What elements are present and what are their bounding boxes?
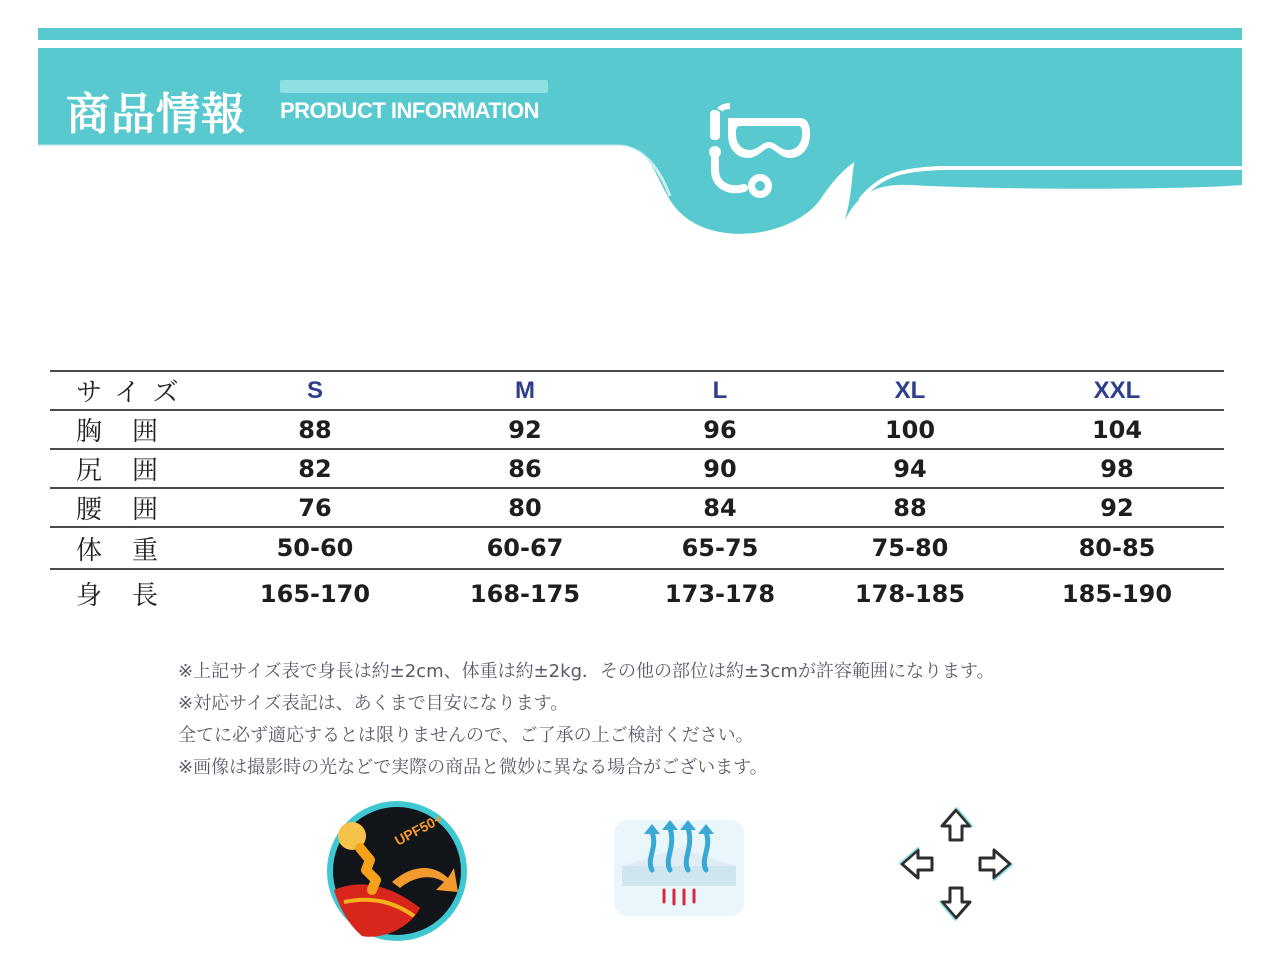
table-cell: 75-80 <box>810 527 1010 569</box>
table-cell: 90 <box>630 449 810 488</box>
row-label-height: 身 長 <box>76 581 161 611</box>
row-label-weight: 体 重 <box>50 527 210 569</box>
table-cell: 104 <box>1010 410 1224 449</box>
table-cell: 92 <box>420 410 630 449</box>
size-notes <box>178 656 1178 784</box>
table-cell: 50-60 <box>210 527 420 569</box>
size-table <box>50 370 1224 617</box>
table-cell: 65-75 <box>630 527 810 569</box>
row-label-hip: 尻 囲 <box>50 449 210 488</box>
size-l: L <box>630 371 810 410</box>
breathable-fabric-icon <box>612 818 746 918</box>
table-cell: 98 <box>1010 449 1224 488</box>
table-cell: 76 <box>210 488 420 527</box>
header-banner <box>0 0 1280 260</box>
row-label-waist: 腰 囲 <box>50 488 210 527</box>
row-label-chest: 胸 囲 <box>50 410 210 449</box>
table-cell: 80-85 <box>1010 527 1224 569</box>
note-line: ※画像は撮影時の光などで実際の商品と微妙に異なる場合がございます。 <box>178 757 768 778</box>
size-xxl: XXL <box>1010 371 1224 410</box>
table-cell: 84 <box>630 488 810 527</box>
upf-badge-text: UPF50+ <box>391 810 446 849</box>
height-row <box>50 569 1224 617</box>
weight-row <box>50 527 1224 569</box>
title-accent-bar <box>280 80 548 93</box>
size-m: M <box>420 371 630 410</box>
table-cell: 82 <box>210 449 420 488</box>
size-header-row <box>50 371 1224 410</box>
table-cell: 94 <box>810 449 1010 488</box>
table-cell: 86 <box>420 449 630 488</box>
hip-row <box>50 449 1224 488</box>
waist-row <box>50 488 1224 527</box>
table-cell: 96 <box>630 410 810 449</box>
page-subtitle: PRODUCT INFORMATION <box>280 98 539 123</box>
table-cell: 92 <box>1010 488 1224 527</box>
page-title: 商品情報 <box>66 89 246 140</box>
size-xl: XL <box>810 371 1010 410</box>
note-line: ※対応サイズ表記は、あくまで目安になります。 <box>178 693 569 714</box>
size-s: S <box>210 371 420 410</box>
table-cell: 185-190 <box>1061 579 1173 608</box>
note-line: 全てに必ず適応するとは限りませんので、ご了承の上ご検討ください。 <box>178 725 754 746</box>
table-cell: 80 <box>420 488 630 527</box>
upf50-sun-protection-icon <box>322 798 472 944</box>
table-cell: 100 <box>810 410 1010 449</box>
table-cell: 88 <box>210 410 420 449</box>
note-line: ※上記サイズ表で身長は約±2cm、体重は約±2kg．その他の部位は約±3cmが許容範囲になります。 <box>178 661 995 682</box>
table-cell: 173-178 <box>664 579 776 608</box>
chest-row <box>50 410 1224 449</box>
four-way-stretch-icon <box>898 806 1014 922</box>
table-cell: 88 <box>810 488 1010 527</box>
table-cell: 178-185 <box>854 579 966 608</box>
size-header-label: サ イ ズ <box>50 371 210 410</box>
table-cell: 168-175 <box>469 579 581 608</box>
table-cell: 60-67 <box>420 527 630 569</box>
snorkel-mask-icon <box>700 100 820 210</box>
table-cell: 165-170 <box>259 579 371 608</box>
